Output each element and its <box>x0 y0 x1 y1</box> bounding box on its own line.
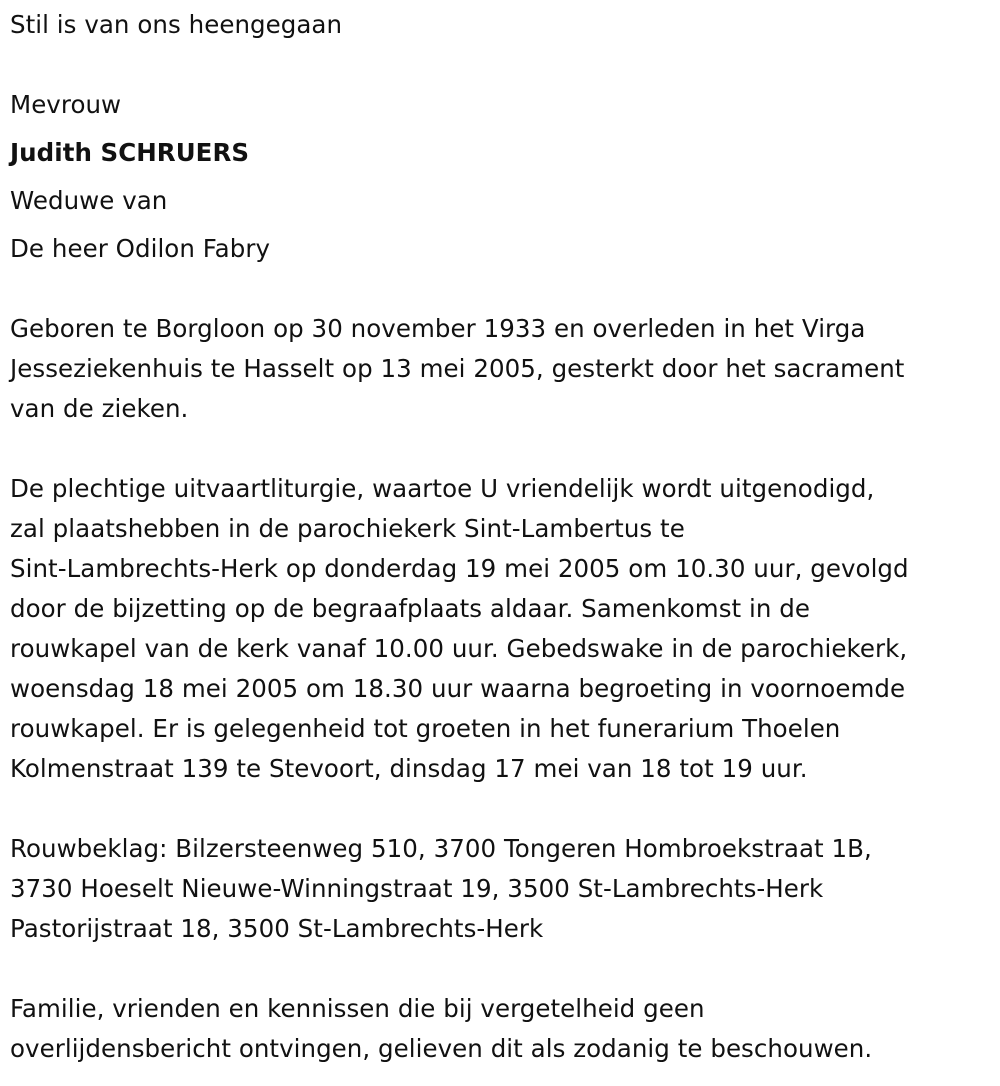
funeral-line-7: rouwkapel. Er is gelegenheid tot groeten in het funerarium Thoelen <box>10 714 841 743</box>
deceased-name: Judith SCHRUERS <box>10 138 250 167</box>
closing-line-1: Familie, vrienden en kennissen die bij vergetelheid geen <box>10 994 705 1023</box>
funeral-line-1: De plechtige uitvaartliturgie, waartoe U vriendelijk wordt uitgenodigd, <box>10 474 875 503</box>
funeral-line-2: zal plaatshebben in de parochiekerk Sint-Lambertus te <box>10 514 685 543</box>
condolence-line-2: 3730 Hoeselt Nieuwe-Winningstraat 19, 3500 St-Lambrechts-Herk <box>10 874 824 903</box>
closing-line-2: overlijdensbericht ontvingen, gelieven dit als zodanig te beschouwen. <box>10 1034 873 1063</box>
birth-death-line-3: van de zieken. <box>10 394 189 423</box>
relation-line: Weduwe van <box>10 186 168 215</box>
funeral-line-8: Kolmenstraat 139 te Stevoort, dinsdag 17 mei van 18 tot 19 uur. <box>10 754 808 783</box>
condolence-line-1: Rouwbeklag: Bilzersteenweg 510, 3700 Tongeren Hombroekstraat 1B, <box>10 834 872 863</box>
birth-death-line-2: Jesseziekenhuis te Hasselt op 13 mei 2005, gesterkt door het sacrament <box>10 354 905 383</box>
spouse-line: De heer Odilon Fabry <box>10 234 270 263</box>
birth-death-line-1: Geboren te Borgloon op 30 november 1933 en overleden in het Virga <box>10 314 866 343</box>
funeral-line-5: rouwkapel van de kerk vanaf 10.00 uur. Gebedswake in de parochiekerk, <box>10 634 908 663</box>
intro-line: Stil is van ons heengegaan <box>10 10 343 39</box>
condolence-line-3: Pastorijstraat 18, 3500 St-Lambrechts-Herk <box>10 914 544 943</box>
funeral-line-6: woensdag 18 mei 2005 om 18.30 uur waarna begroeting in voornoemde <box>10 674 906 703</box>
funeral-line-3: Sint-Lambrechts-Herk op donderdag 19 mei 2005 om 10.30 uur, gevolgd <box>10 554 909 583</box>
funeral-line-4: door de bijzetting op de begraafplaats aldaar. Samenkomst in de <box>10 594 811 623</box>
title-line: Mevrouw <box>10 90 122 119</box>
